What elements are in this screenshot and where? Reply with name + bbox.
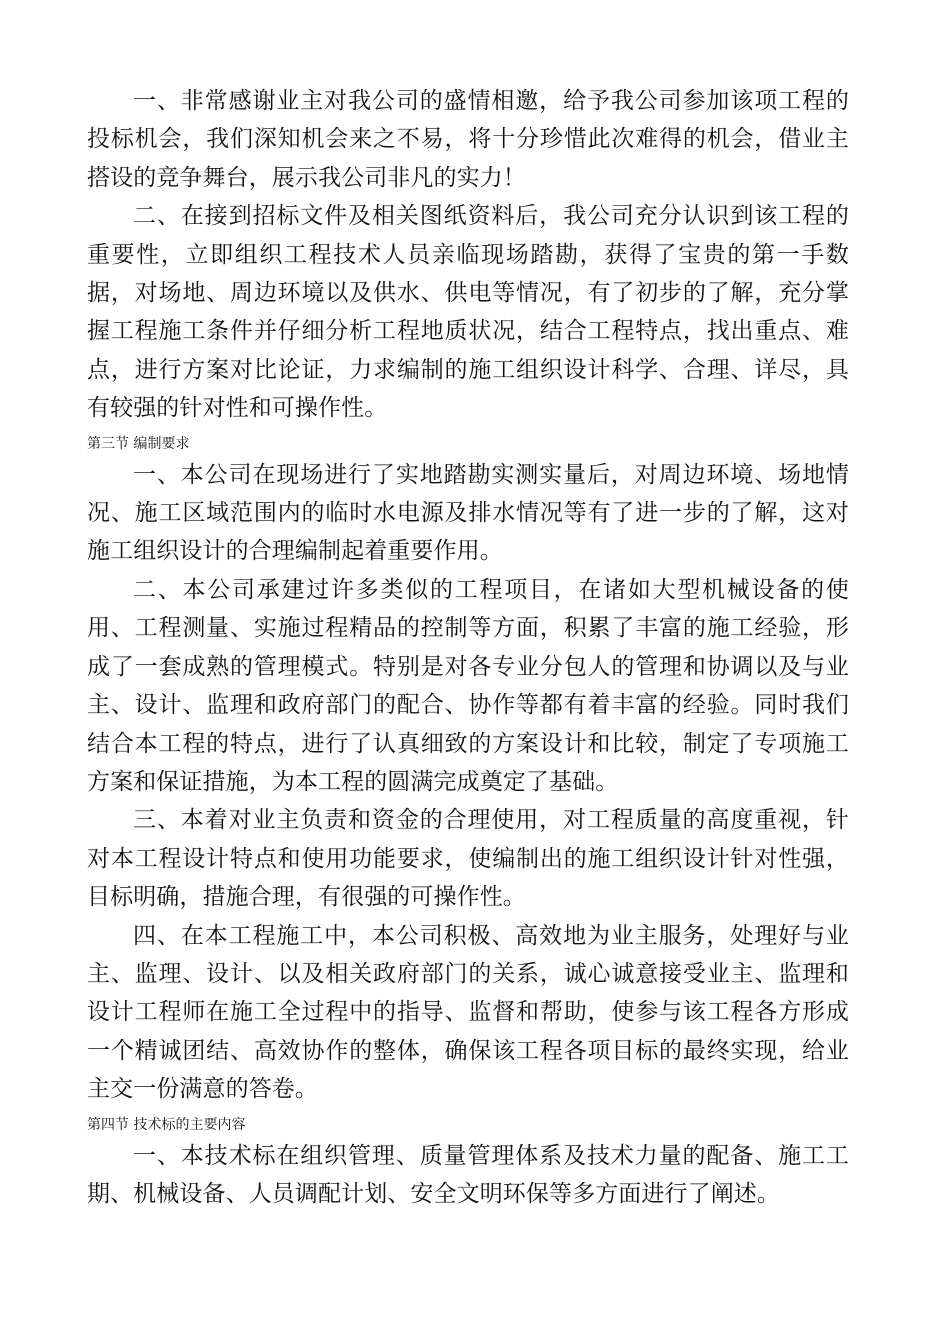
paragraph-requirement-2: 二、本公司承建过许多类似的工程项目，在诸如大型机械设备的使用、工程测量、实施过程精品的控制等方面，积累了丰富的施工经验，形成了一套成熟的管理模式。特别是对各专业分包人的管理和协调以及与业主、设计、监理和政府部门的配合、协作等都有着丰富的经验。同时我们结合本工程的特点，进行了认真细致的方案设计和比较，制定了专项施工方案和保证措施，为本工程的圆满完成奠定了基础。 (87, 576, 849, 795)
document-page (87, 82, 849, 1213)
paragraph-requirement-4: 四、在本工程施工中，本公司积极、高效地为业主服务，处理好与业主、监理、设计、以及相关政府部门的关系，诚心诚意接受业主、监理和设计工程师在施工全过程中的指导、监督和帮助，使参与该工程各方形成一个精诚团结、高效协作的整体，确保该工程各项目标的最终实现，给业主交一份满意的答卷。 (87, 922, 849, 1103)
paragraph-gratitude: 一、非常感谢业主对我公司的盛情相邀，给予我公司参加该项工程的投标机会，我们深知机会来之不易，将十分珍惜此次难得的机会，借业主搭设的竞争舞台，展示我公司非凡的实力！ (87, 88, 849, 191)
section-heading-4: 第四节 技术标的主要内容 (87, 1116, 246, 1133)
section-heading-3: 第三节 编制要求 (87, 435, 190, 452)
paragraph-requirement-3: 三、本着对业主负责和资金的合理使用，对工程质量的高度重视，针对本工程设计特点和使用功能要求，使编制出的施工组织设计针对性强，目标明确，措施合理，有很强的可操作性。 (87, 807, 849, 911)
paragraph-content-1: 一、本技术标在组织管理、质量管理体系及技术力量的配备、施工工期、机械设备、人员调配计划、安全文明环保等多方面进行了阐述。 (87, 1142, 849, 1207)
paragraph-requirement-1: 一、本公司在现场进行了实地踏勘实测实量后，对周边环境、场地情况、施工区域范围内的临时水电源及排水情况等有了进一步的了解，这对施工组织设计的合理编制起着重要作用。 (87, 461, 849, 565)
paragraph-site-survey: 二、在接到招标文件及相关图纸资料后，我公司充分认识到该工程的重要性，立即组织工程技术人员亲临现场踏勘，获得了宝贵的第一手数据，对场地、周边环境以及供水、供电等情况，有了初步的了解，充分掌握工程施工条件并仔细分析工程地质状况，结合工程特点，找出重点、难点，进行方案对比论证，力求编制的施工组织设计科学、合理、详尽，具有较强的针对性和可操作性。 (87, 203, 849, 422)
